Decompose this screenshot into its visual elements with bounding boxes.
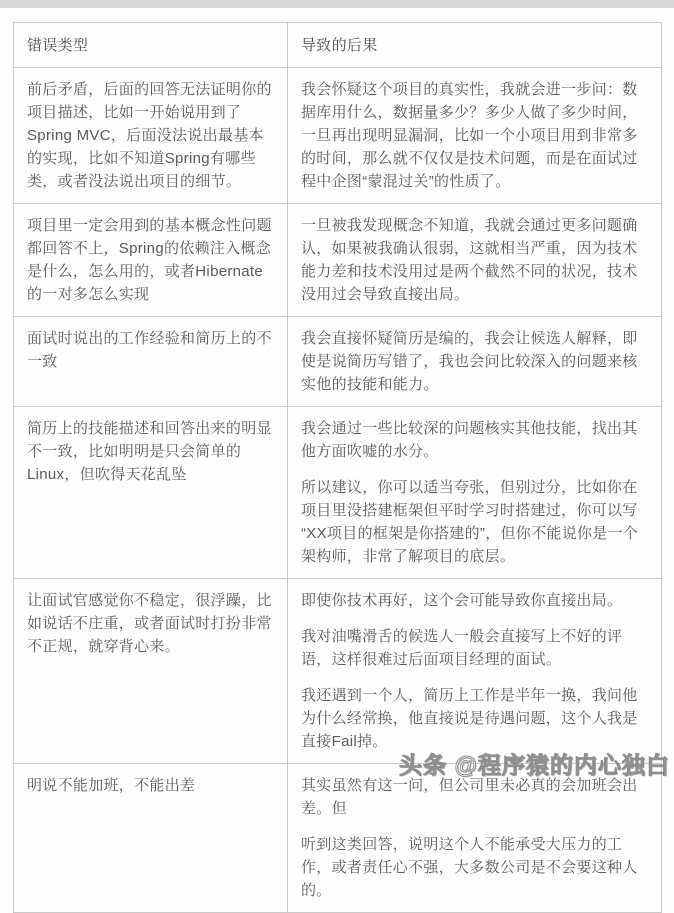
cell-paragraph: 我会通过一些比较深的问题核实其他技能，找出其他方面吹嘘的水分。 <box>301 420 638 460</box>
header-row <box>14 23 662 68</box>
table-row <box>14 317 662 407</box>
cell-paragraph: 我会怀疑这个项目的真实性，我就会进一步问：数据库用什么，数据量多少？多少人做了多少时间，一旦再出现明显漏洞，比如一个小项目用到非常多的时间，那么就不仅仅是技术问题，而是在面试过程中企图“蒙混过关”的性质了。 <box>301 81 638 190</box>
cell-paragraph: 项目里一定会用到的基本概念性问题都回答不上，Spring的依赖注入概念是什么，怎么用的，或者Hibernate的一对多怎么实现 <box>27 217 272 303</box>
cell-paragraph: 我会直接怀疑简历是编的，我会让候选人解释，即使是说简历写错了，我也会问比较深入的问题来核实他的技能和能力。 <box>301 330 638 393</box>
cell-paragraph: 其实虽然有这一问，但公司里未必真的会加班会出差。但 <box>301 777 638 817</box>
cell-paragraph: 前后矛盾，后面的回答无法证明你的项目描述，比如一开始说用到了Spring MVC，后面没法说出最基本的实现，比如不知道Spring有哪些类，或者没法说出项目的细节。 <box>27 81 272 190</box>
table-row <box>14 204 662 317</box>
table-row <box>14 579 662 764</box>
error-type-cell <box>14 68 288 204</box>
cell-paragraph: 我对油嘴滑舌的候选人一般会直接写上不好的评语，这样很难过后面项目经理的面试。 <box>301 628 623 668</box>
top-gray-strip <box>0 0 674 8</box>
column-header-error-type: 错误类型 <box>14 23 288 68</box>
cell-paragraph: 让面试官感觉你不稳定，很浮躁，比如说话不庄重，或者面试时打扮非常不正规，就穿背心来。 <box>27 592 272 655</box>
table-row <box>14 407 662 579</box>
column-header-consequence: 导致的后果 <box>288 23 662 68</box>
table-row <box>14 764 662 913</box>
cell-paragraph: 听到这类回答，说明这个人不能承受大压力的工作，或者责任心不强，大多数公司是不会要这种人的。 <box>301 836 638 899</box>
cell-paragraph: 一旦被我发现概念不知道，我就会通过更多问题确认，如果被我确认很弱，这就相当严重，因为技术能力差和技术没用过是两个截然不同的状况，技术没用过会导致直接出局。 <box>301 217 638 303</box>
table-body <box>14 68 662 913</box>
consequence-cell <box>288 407 662 579</box>
error-type-cell <box>14 764 288 913</box>
cell-paragraph: 即使你技术再好，这个会可能导致你直接出局。 <box>301 592 623 609</box>
cell-paragraph: 简历上的技能描述和回答出来的明显不一致，比如明明是只会简单的Linux，但吹得天花乱坠 <box>27 420 272 483</box>
cell-paragraph: 面试时说出的工作经验和简历上的不一致 <box>27 330 272 370</box>
cell-paragraph: 所以建议，你可以适当夸张，但别过分，比如你在项目里没搭建框架但平时学习时搭建过，你可以写“XX项目的框架是你搭建的”，但你不能说你是一个架构师，非常了解项目的底层。 <box>301 479 639 565</box>
consequence-cell <box>288 764 662 913</box>
error-type-cell <box>14 407 288 579</box>
error-type-cell <box>14 204 288 317</box>
error-type-cell <box>14 317 288 407</box>
watermark-toutiao: 头条 @程序猿的内心独白 <box>399 752 670 778</box>
cell-paragraph: 我还遇到一个人，简历上工作是半年一换，我问他为什么经常换，他直接说是待遇问题，这个人我是直接Fail掉。 <box>301 687 638 750</box>
table-row <box>14 68 662 204</box>
consequence-cell <box>288 579 662 764</box>
error-type-cell <box>14 579 288 764</box>
consequence-cell <box>288 68 662 204</box>
cell-paragraph: 明说不能加班，不能出差 <box>27 777 196 794</box>
consequence-cell <box>288 204 662 317</box>
consequence-cell <box>288 317 662 407</box>
